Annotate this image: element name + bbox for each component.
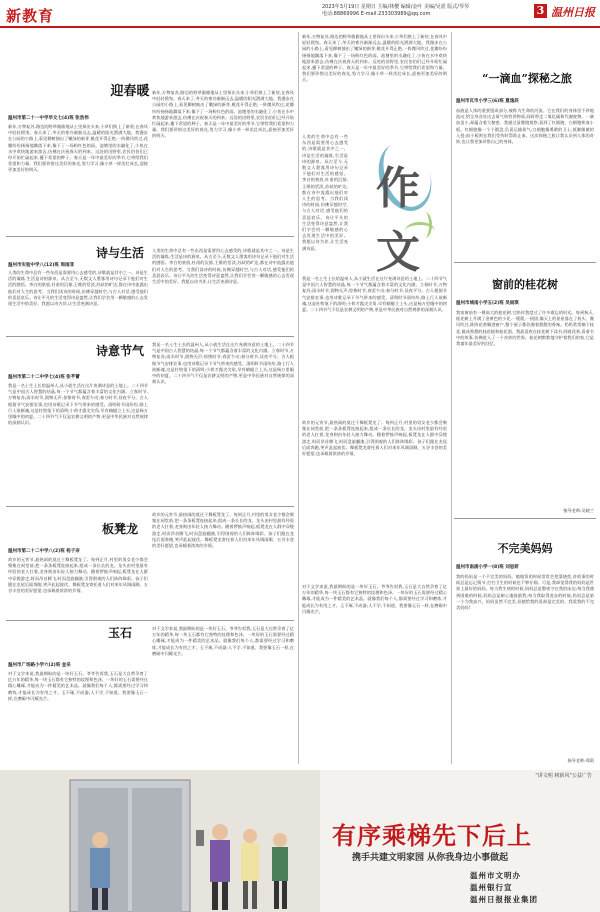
section-divider bbox=[6, 620, 294, 621]
page-header bbox=[0, 0, 600, 28]
article-text: 人类的生命中总有一些东西是需要用心去感受的,诗歌就是其中之一。诗是生活的凝练,生活是诗的源泉。从古至今,无数文人墨客用诗句记录下他们对生活的感悟。李白的豪放,杜甫的沉郁,王维的恬淡,苏轼的旷达,都在诗中流露出他们对人生的思考。当我们读诗的时候,仿佛穿越时空,与古人对话,感受他们的喜怒哀乐。诗让平凡的生活变得诗意盎然,让我们学会用一颗敏感的心去发现生活中的美好。我愿以诗为伴,让生活充满诗意。 bbox=[152, 248, 294, 285]
article-body-continued bbox=[152, 512, 294, 617]
ad-headline: 有序乘梯先下后上 bbox=[332, 821, 532, 850]
article-text: 故乡的元宵节,最热闹的莫过于舞板凳龙了。每到正月,村里的男女老少都会聚集在祠堂前,把一条条板凳连接起来,组成一条长长的龙。龙头由村里最有经验的老人扛着,龙身则由年轻人接力舞动。随着锣鼓声响起,板凳龙在人群中穿梭游走,时而昂首腾飞,时而盘旋翻滚,引得围观的人们阵阵喝彩。孩子们跟在龙尾后面奔跑,笑声此起彼伏。舞板凳龙寄托着人们对来年风调雨顺、五谷丰登的美好愿望,也承载着浓浓的乡情。 bbox=[8, 557, 148, 594]
column-divider bbox=[451, 32, 452, 764]
section-divider bbox=[6, 336, 294, 337]
article-text: 新年,万物复苏,路边的野草偷偷地从土里探出头来,小草们换上了新装,在春风中轻轻摇曳。春天来了,冬天的寒冷渐渐远去,温暖的阳光洒满大地。我漫步在公园的小路上,看见柳树抽出了嫩绿的新芽,桃花开得正艳,一阵微风吹过,花瓣纷纷扬扬地飘落下来,像下了一场粉红色的雨。池塘里的水融化了,小鱼在水中欢快地游来游去,仿佛在庆祝春天的到来。远处的田野里,农民伯伯们已经开始忙碌起来,播下希望的种子。春天是一年中最美好的季节,它带给我们希望和力量。我们要珍惜这美好的春光,努力学习,像小草一样茁壮成长,迎接更加美好的明天。 bbox=[8, 124, 148, 173]
ad-org: 温州日报报业集团 bbox=[470, 895, 538, 904]
article-text: 故乡的元宵节,最热闹的莫过于舞板凳龙了。每到正月,村里的男女老少都会聚集在祠堂前,把一条条板凳连接起来,组成一条长长的龙。龙头由村里最有经验的老人扛着,龙身则由年轻人接力舞动。随着锣鼓声响起,板凳龙在人群中穿梭游走,时而昂首腾飞,时而盘旋翻滚,引得围观的人们阵阵喝彩。孩子们跟在龙尾后面奔跑,笑声此起彼伏。舞板凳龙寄托着人们对来年风调雨顺、五谷丰登的美好愿望,也承载着浓浓的乡情。 bbox=[152, 512, 294, 549]
article-text: 我的妈妈是一个不完美的妈妈。她做饭的时候常常会把菜烧焦,讲故事的时候总是忘记情节,打扫卫生的时候也不够仔细。可是,我却觉得我的妈妈是世界上最好的妈妈。每当我生病的时候,妈妈总是整夜守在我的床边;每当我遇到困难的时候,妈妈总是耐心地鼓励我;每当我取得进步的时候,妈妈总是第一个为我高兴。妈妈虽然不完美,但她给我的爱却是完美的。我爱我的不完美妈妈! bbox=[456, 574, 594, 611]
section-divider bbox=[6, 506, 294, 507]
article-text: 我是一名土生土长的温州人,从小就生活在这片充满诗意的土地上。二十四节气是中国古人智慧的结晶,每一个节气都蕴含着丰富的文化内涵。立春时节,万物复苏;雨水时节,润物无声;惊蛰时节,春雷乍动;春分时节,昼夜平分。古人根据节气安排农事,也用诗歌记录下节气带来的感受。清明时节雨纷纷,路上行人欲断魂,这是杜牧笔下的清明;小荷才露尖尖角,早有蜻蜓立上头,这是杨万里眼中的初夏。二十四节气不仅是农耕文明的产物,更是中华民族对自然规律的深刻认识。 bbox=[152, 342, 294, 385]
article-text: 我是一名土生土长的温州人,从小就生活在这片充满诗意的土地上。二十四节气是中国古人智慧的结晶,每一个节气都蕴含着丰富的文化内涵。立春时节,万物复苏;雨水时节,润物无声;惊蛰时节,春雷乍动;春分时节,昼夜平分。古人根据节气安排农事,也用诗歌记录下节气带来的感受。清明时节雨纷纷,路上行人欲断魂,这是杜牧笔下的清明;小荷才露尖尖角,早有蜻蜓立上头,这是杨万里眼中的初夏。二十四节气不仅是农耕文明的产物,更是中华民族对自然规律的深刻认识。 bbox=[8, 383, 148, 426]
article-byline: 温州市南浦小学一(8)班 刘思妍 bbox=[456, 565, 519, 570]
public-service-ad bbox=[0, 770, 600, 912]
article-title: 诗与生活 bbox=[95, 246, 144, 260]
article-text: 对于文学来说,我最期盼的是一块好玉石。爷爷告诉我,玉石是大自然孕育了亿万年的精华,每一块玉石都有它独特的纹理和色泽。一块好的玉石需要经过精心雕琢,才能成为一件精美的艺术品。就像我们每个人,都需要经过学习和磨炼,才能成长为有用之才。玉不琢,不成器;人不学,不知道。我要像玉石一样,在磨砺中闪耀光芒。 bbox=[8, 671, 148, 701]
article-byline: 温州市瓦市小学三(6)班 夏逸辰 bbox=[456, 99, 519, 104]
article-text: 我是一名土生土长的温州人,从小就生活在这片充满诗意的土地上。二十四节气是中国古人智慧的结晶,每一个节气都蕴含着丰富的文化内涵。立春时节,万物复苏;雨水时节,润物无声;惊蛰时节,春雷乍动;春分时节,昼夜平分。古人根据节气安排农事,也用诗歌记录下节气带来的感受。清明时节雨纷纷,路上行人欲断魂,这是杜牧笔下的清明;小荷才露尖尖角,早有蜻蜓立上头,这是杨万里眼中的初夏。二十四节气不仅是农耕文明的产物,更是中华民族对自然规律的深刻认识。 bbox=[302, 276, 447, 313]
article-continuation bbox=[302, 134, 348, 272]
column-divider bbox=[298, 32, 299, 764]
article-text: 对于文学来说,我最期盼的是一块好玉石。爷爷告诉我,玉石是大自然孕育了亿万年的精华,每一块玉石都有它独特的纹理和色泽。一块好的玉石需要经过精心雕琢,才能成为一件精美的艺术品。就像我们每个人,都需要经过学习和磨炼,才能成长为有用之才。玉不琢,不成器;人不学,不知道。我要像玉石一样,在磨砺中闪耀光芒。 bbox=[302, 584, 447, 614]
article-continuation bbox=[302, 34, 447, 132]
article-body bbox=[8, 557, 148, 617]
article-body-continued bbox=[152, 342, 294, 503]
ad-org: 温州银行宣 bbox=[470, 883, 513, 892]
article-title: 玉石 bbox=[107, 626, 132, 640]
article-body-continued bbox=[152, 248, 294, 332]
header-meta-line1: 2023年3月19日 星期日 主编/林樱 编辑/金叶 美编/吴震 版式/琴琴 bbox=[322, 4, 469, 10]
article-text: 对于文学来说,我最期盼的是一块好玉石。爷爷告诉我,玉石是大自然孕育了亿万年的精华,每一块玉石都有它独特的纹理和色泽。一块好的玉石需要经过精心雕琢,才能成为一件精美的艺术品。就像我们每个人,都需要经过学习和磨炼,才能成长为有用之才。玉不琢,不成器;人不学,不知道。我要像玉石一样,在磨砺中闪耀光芒。 bbox=[152, 626, 294, 656]
advisor-credit: 指导老师:吴晓兰 bbox=[563, 508, 594, 513]
leaf-decoration bbox=[418, 212, 432, 238]
article-byline: 温州市广场路小学六(2)班 金采 bbox=[8, 663, 71, 668]
article-body bbox=[8, 383, 148, 503]
article-text: 新年,万物复苏,路边的野草偷偷地从土里探出头来,小草们换上了新装,在春风中轻轻摇曳。春天来了,冬天的寒冷渐渐远去,温暖的阳光洒满大地。我漫步在公园的小路上,看见柳树抽出了嫩绿的新芽,桃花开得正艳,一阵微风吹过,花瓣纷纷扬扬地飘落下来,像下了一场粉红色的雨。池塘里的水融化了,小鱼在水中欢快地游来游去,仿佛在庆祝春天的到来。远处的田野里,农民伯伯们已经开始忙碌起来,播下希望的种子。春天是一年中最美好的季节,它带给我们希望和力量。我们要珍惜这美好的春光,努力学习,像小草一样茁壮成长,迎接更加美好的明天。 bbox=[152, 90, 294, 139]
article-title: 窗前的桂花树 bbox=[492, 278, 558, 291]
ad-slogan: 携手共建文明家园 从你我身边小事做起 bbox=[352, 853, 509, 863]
elevator-illustration bbox=[0, 770, 320, 912]
article-continuation bbox=[302, 276, 447, 416]
article-body bbox=[8, 671, 148, 763]
article-text: 人类的生命中总有一些东西是需要用心去感受的,诗歌就是其中之一。诗是生活的凝练,生活是诗的源泉。从古至今,无数文人墨客用诗句记录下他们对生活的感悟。李白的豪放,杜甫的沉郁,王维的恬淡,苏轼的旷达,都在诗中流露出他们对人生的思考。当我们读诗的时候,仿佛穿越时空,与古人对话,感受他们的喜怒哀乐。诗让平凡的生活变得诗意盎然,让我们学会用一颗敏感的心去发现生活中的美好。我愿以诗为伴,让生活充满诗意。 bbox=[8, 270, 148, 307]
art-label: 作文 bbox=[376, 163, 420, 278]
article-text: 新年,万物复苏,路边的野草偷偷地从土里探出头来,小草们换上了新装,在春风中轻轻摇曳。春天来了,冬天的寒冷渐渐远去,温暖的阳光洒满大地。我漫步在公园的小路上,看见柳树抽出了嫩绿的新芽,桃花开得正艳,一阵微风吹过,花瓣纷纷扬扬地飘落下来,像下了一场粉红色的雨。池塘里的水融化了,小鱼在水中欢快地游来游去,仿佛在庆祝春天的到来。远处的田野里,农民伯伯们已经开始忙碌起来,播下希望的种子。春天是一年中最美好的季节,它带给我们希望和力量。我们要珍惜这美好的春光,努力学习,像小草一样茁壮成长,迎接更加美好的明天。 bbox=[302, 34, 447, 83]
section-divider bbox=[6, 236, 294, 237]
article-continuation bbox=[302, 420, 447, 580]
zuowen-art bbox=[350, 132, 450, 278]
article-title: 不完美妈妈 bbox=[497, 542, 553, 555]
article-byline: 温州市第二十二中学七(4)班 张芊蕾 bbox=[8, 375, 80, 380]
ad-tag: “讲文明 树新风”公益广告 bbox=[535, 773, 592, 779]
article-body bbox=[456, 108, 594, 258]
article-text: 人类的生命中总有一些东西是需要用心去感受的,诗歌就是其中之一。诗是生活的凝练,生活是诗的源泉。从古至今,无数文人墨客用诗句记录下他们对生活的感悟。李白的豪放,杜甫的沉郁,王维的恬淡,苏轼的旷达,都在诗中流露出他们对人生的思考。当我们读诗的时候,仿佛穿越时空,与古人对话,感受他们的喜怒哀乐。诗让平凡的生活变得诗意盎然,让我们学会用一颗敏感的心去发现生活中的美好。我愿以诗为伴,让生活充满诗意。 bbox=[302, 134, 348, 251]
article-body bbox=[8, 270, 148, 332]
article-body-continued bbox=[152, 90, 294, 232]
article-title: “一滴血”探秘之旅 bbox=[482, 72, 572, 85]
article-body-continued bbox=[152, 626, 294, 763]
article-byline: 温州市城南小学五(2)班 吴雨琪 bbox=[456, 301, 519, 306]
article-text: 我家窗前有一棵高大的桂花树,它陪伴我度过了许多难忘的时光。每到秋天,桂花树上开满了金黄色的小花,一簇簇,一团团,像天上的星星落在了枝头。微风吹过,阵阵花香飘进窗户,整个屋子都弥漫着甜甜的香味。奶奶常常摘下桂花,做成香甜的桂花糕和桂花酒。我最喜欢在桂花树下读书,闻着花香,看着书中的故事,仿佛进入了一个奇妙的世界。桂花树默默地守护着我们的家,它是我童年最美好的回忆。 bbox=[456, 310, 594, 347]
article-byline: 温州市实验中学八(12)班 周雨菲 bbox=[8, 263, 74, 268]
article-body bbox=[8, 124, 148, 232]
article-title: 诗意节气 bbox=[95, 344, 144, 358]
article-title: 板凳龙 bbox=[101, 522, 138, 536]
article-body bbox=[456, 574, 594, 754]
newspaper-logo: 温州日报 bbox=[551, 6, 595, 19]
advisor-credit: 指导老师:郑莉 bbox=[567, 758, 594, 763]
ad-org: 温州市文明办 bbox=[470, 871, 521, 880]
header-meta-line2: 电话:88869996 E-mail:233303989@qq.com bbox=[322, 11, 431, 17]
section-title: 新教育 bbox=[6, 7, 55, 25]
article-text: 血液是人体的重要组成部分,被称为生命的河流。它在我们的身体里不停地流动,给全身各处送去氧气和营养物质,同时带走二氧化碳和代谢废物。一滴血虽小,却蕴含着大秘密。我通过显微镜观察,看到了红细胞、白细胞和血小板。红细胞像一个个圆盘,负责运输氧气;白细胞像勇敢的卫士,抵御细菌的入侵;血小板则在我们受伤时帮助止血。这次探秘之旅让我认识到人体的奇妙,也让我更加珍惜自己的身体。 bbox=[456, 108, 594, 145]
article-text: 故乡的元宵节,最热闹的莫过于舞板凳龙了。每到正月,村里的男女老少都会聚集在祠堂前,把一条条板凳连接起来,组成一条长长的龙。龙头由村里最有经验的老人扛着,龙身则由年轻人接力舞动。随着锣鼓声响起,板凳龙在人群中穿梭游走,时而昂首腾飞,时而盘旋翻滚,引得围观的人们阵阵喝彩。孩子们跟在龙尾后面奔跑,笑声此起彼伏。舞板凳龙寄托着人们对来年风调雨顺、五谷丰登的美好愿望,也承载着浓浓的乡情。 bbox=[302, 420, 447, 457]
article-byline: 温州市第二十一中学毕文七(4)班 张浩伟 bbox=[8, 116, 89, 121]
article-body bbox=[456, 310, 594, 506]
header-meta bbox=[322, 4, 512, 18]
section-divider bbox=[454, 518, 596, 519]
page-number: 3 bbox=[534, 4, 547, 18]
article-byline: 温州市第二十二中学八(2)班 杨子奈 bbox=[8, 549, 80, 554]
article-title: 迎春暖 bbox=[110, 84, 150, 99]
article-continuation bbox=[302, 584, 447, 756]
section-divider bbox=[454, 262, 596, 263]
